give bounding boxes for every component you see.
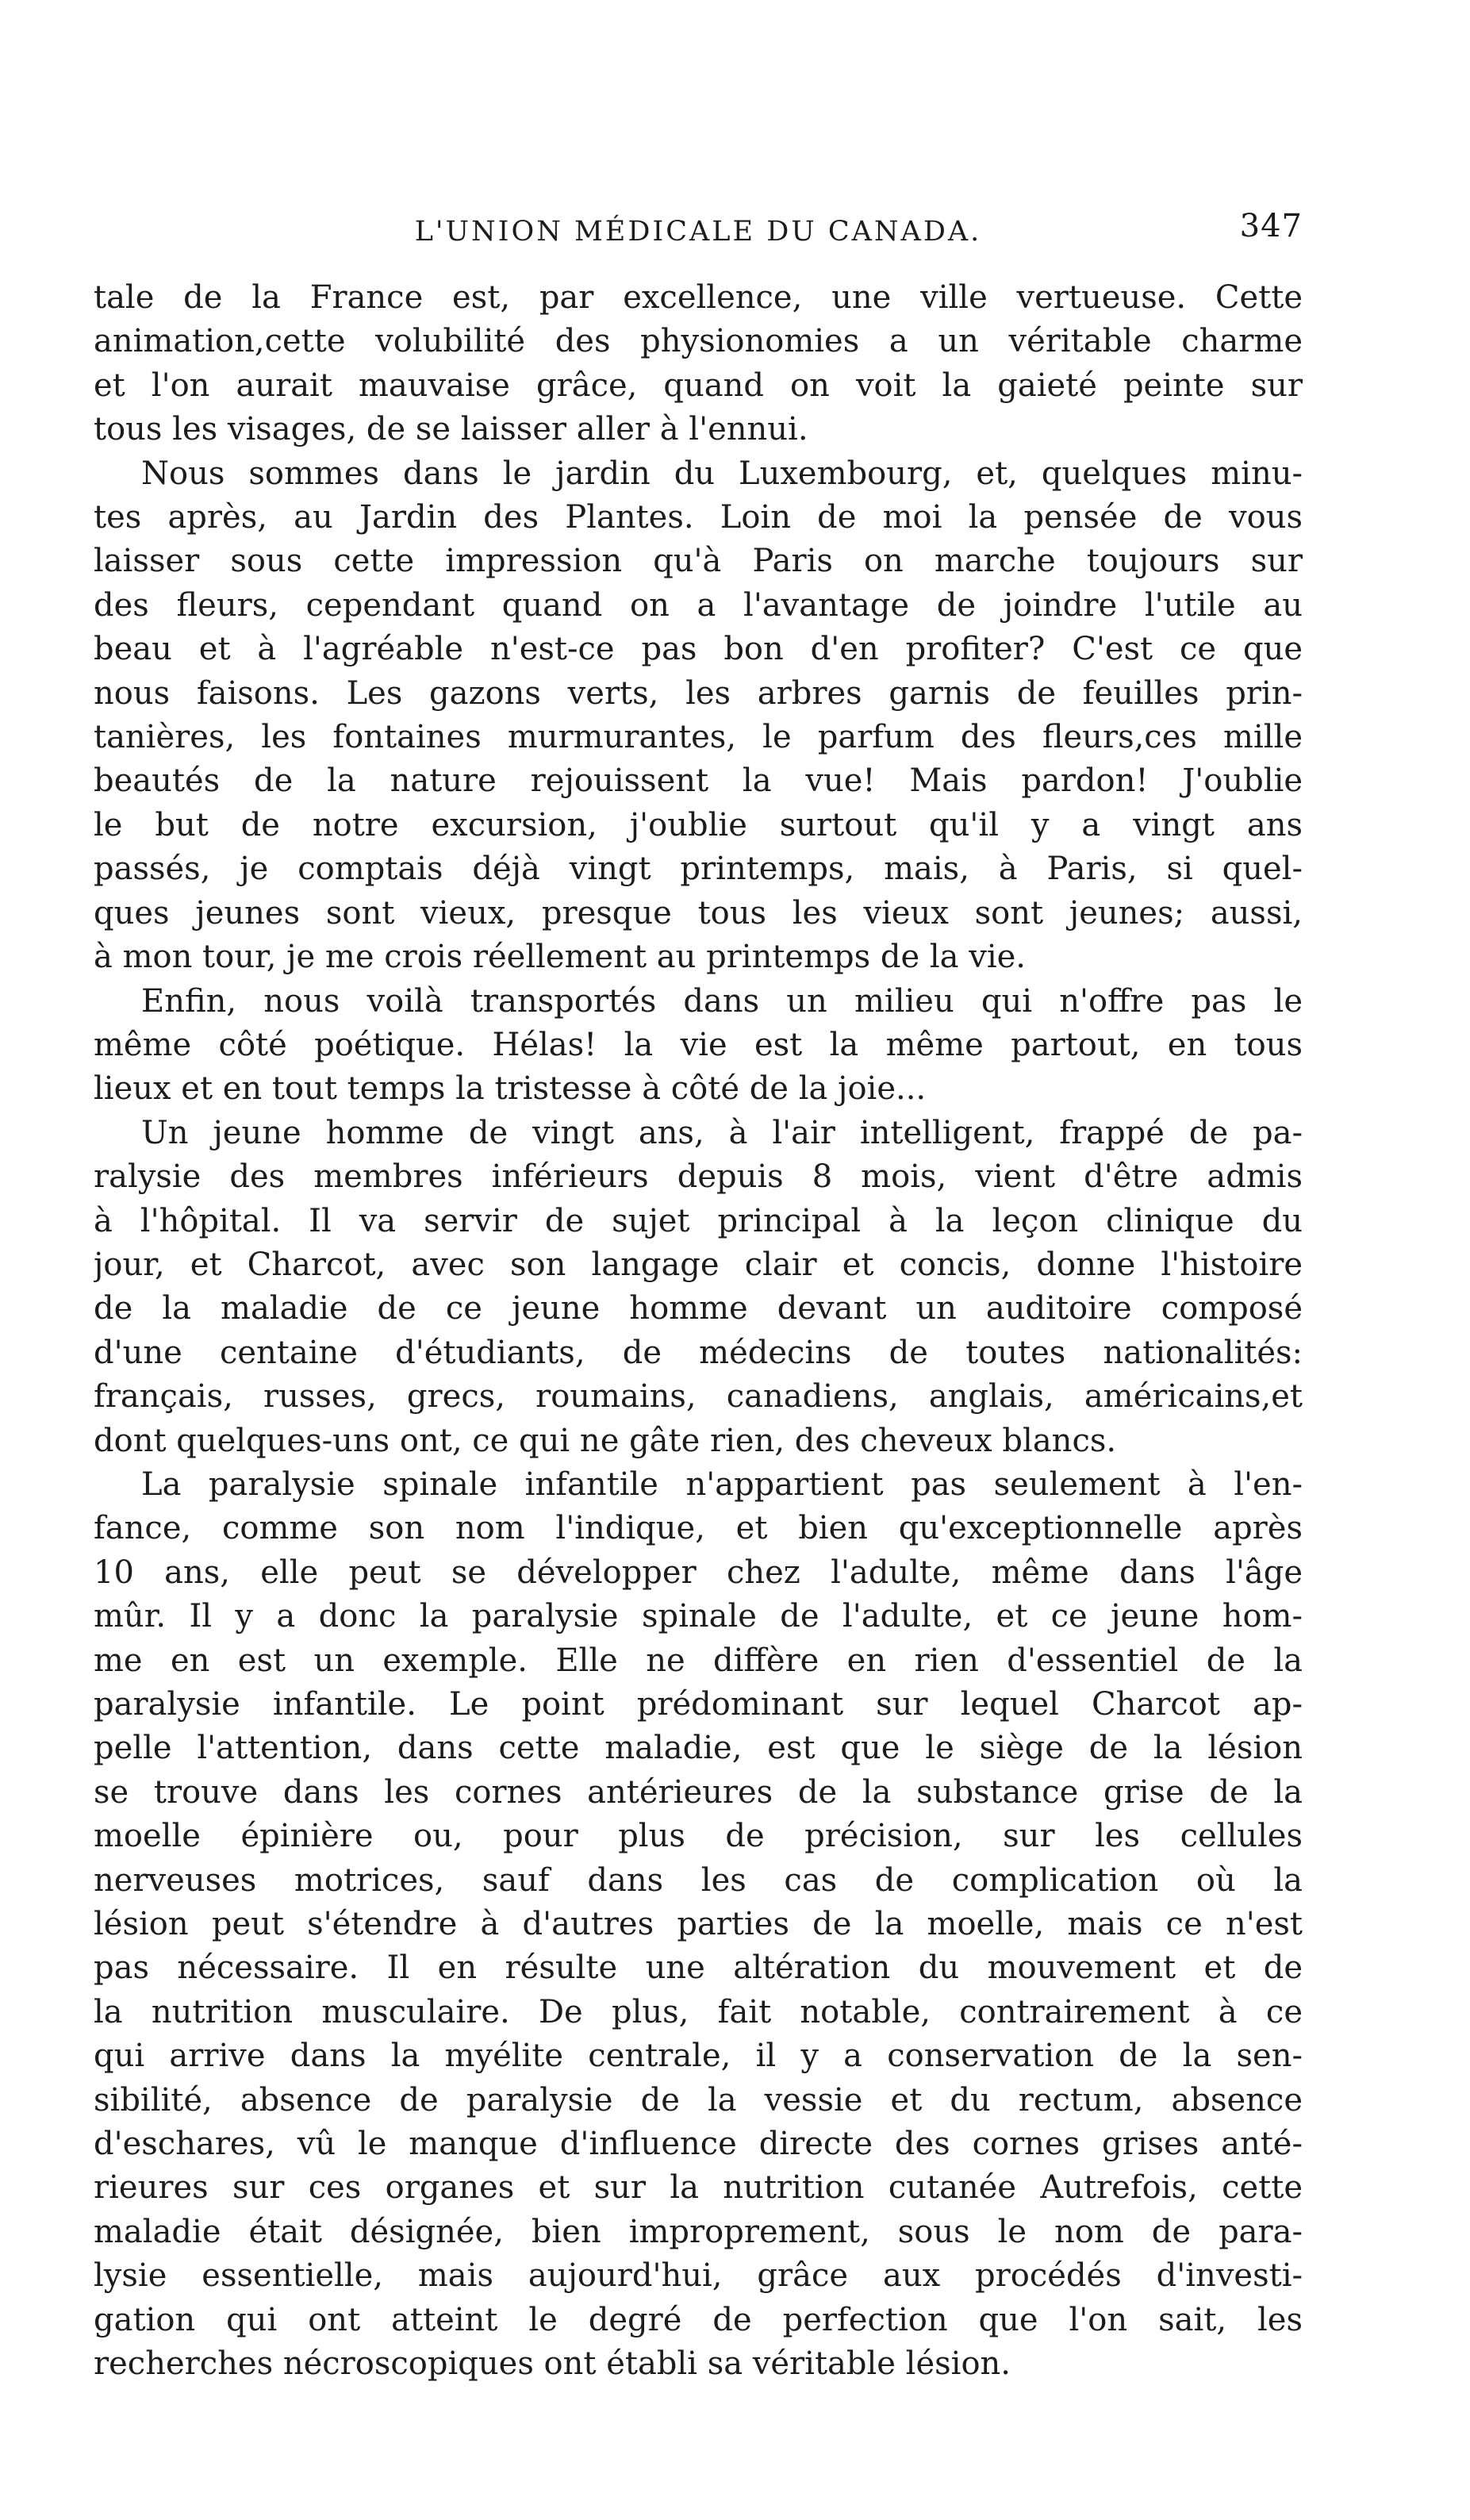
document-page [94, 208, 1303, 2387]
text-line: se trouve dans les cornes antérieures de la substance grise de la [94, 1773, 1303, 1811]
text-line: pelle l'attention, dans cette maladie, est que le siège de la lésion [94, 1730, 1303, 1767]
text-line: français, russes, grecs, roumains, canadiens, anglais, américains,et [94, 1378, 1303, 1416]
text-line: d'une centaine d'étudiants, de médecins de toutes nationalités: [94, 1334, 1303, 1371]
paragraph [94, 276, 1303, 452]
text-line: Enfin, nous voilà transportés dans un milieu qui n'offre pas le [141, 982, 1303, 1020]
text-line: qui arrive dans la myélite centrale, il y a conservation de la sen- [94, 2038, 1303, 2075]
text-line: jour, et Charcot, avec son langage clair et concis, donne l'histoire [94, 1246, 1303, 1283]
text-line: moelle épinière ou, pour plus de précision, sur les cellules [94, 1818, 1303, 1855]
text-line: rieures sur ces organes et sur la nutrition cutanée Autrefois, cette [94, 2169, 1303, 2207]
paragraph [94, 980, 1303, 1112]
text-line: à mon tour, je me crois réellement au printemps de la vie. [94, 939, 1026, 976]
text-line: ralysie des membres inférieurs depuis 8 mois, vient d'être admis [94, 1158, 1303, 1196]
text-line: La paralysie spinale infantile n'appartient pas seulement à l'en- [141, 1466, 1303, 1503]
text-line: beau et à l'agréable n'est-ce pas bon d'en profiter? C'est ce que [94, 631, 1303, 668]
text-line: sibilité, absence de paralysie de la vessie et du rectum, absence [94, 2081, 1303, 2119]
text-line: ques jeunes sont vieux, presque tous les vieux sont jeunes; aussi, [94, 894, 1303, 932]
text-line: Nous sommes dans le jardin du Luxembourg, et, quelques minu- [141, 455, 1303, 492]
text-line: animation,cette volubilité des physionomies a un véritable charme [94, 323, 1303, 360]
text-line: des fleurs, cependant quand on a l'avantage de joindre l'utile au [94, 586, 1303, 624]
text-line: lésion peut s'étendre à d'autres parties de la moelle, mais ce n'est [94, 1906, 1303, 1943]
text-line: recherches nécroscopiques ont établi sa véritable lésion. [94, 2345, 1011, 2383]
text-line: tes après, au Jardin des Plantes. Loin de moi la pensée de vous [94, 499, 1303, 536]
text-line: de la maladie de ce jeune homme devant un auditoire composé [94, 1290, 1303, 1327]
text-line: gation qui ont atteint le degré de perfection que l'on sait, les [94, 2301, 1303, 2338]
text-line: tanières, les fontaines murmurantes, le parfum des fleurs,ces mille [94, 719, 1303, 756]
text-line: tale de la France est, par excellence, une ville vertueuse. Cette [94, 279, 1303, 316]
text-line: et l'on aurait mauvaise grâce, quand on voit la gaieté peinte sur [94, 367, 1303, 404]
text-line: dont quelques-uns ont, ce qui ne gâte rien, des cheveux blancs. [94, 1422, 1117, 1459]
page-header [94, 208, 1303, 255]
paragraph [94, 1112, 1303, 1463]
text-line: 10 ans, elle peut se développer chez l'adulte, même dans l'âge [94, 1554, 1303, 1591]
text-line: fance, comme son nom l'indique, et bien qu'exceptionnelle après [94, 1510, 1303, 1547]
text-line: pas nécessaire. Il en résulte une altération du mouvement et de [94, 1950, 1303, 1987]
text-line: le but de notre excursion, j'oublie surtout qu'il y a vingt ans [94, 806, 1303, 843]
paragraph [94, 1463, 1303, 2387]
text-line: lieux et en tout temps la tristesse à côté de la joie... [94, 1070, 927, 1108]
page-number: 347 [1239, 208, 1303, 244]
text-line: la nutrition musculaire. De plus, fait notable, contrairement à ce [94, 1993, 1303, 2030]
text-line: d'eschares, vû le manque d'influence directe des cornes grises anté- [94, 2126, 1303, 2163]
text-line: lysie essentielle, mais aujourd'hui, grâce aux procédés d'investi- [94, 2257, 1303, 2295]
text-line: même côté poétique. Hélas! la vie est la même partout, en tous [94, 1026, 1303, 1063]
body-text [94, 276, 1303, 2387]
paragraph [94, 452, 1303, 980]
text-line: me en est un exemple. Elle ne diffère en rien d'essentiel de la [94, 1642, 1303, 1679]
text-line: nerveuses motrices, sauf dans les cas de complication où la [94, 1861, 1303, 1899]
text-line: paralysie infantile. Le point prédominant sur lequel Charcot ap- [94, 1686, 1303, 1723]
text-line: tous les visages, de se laisser aller à l'ennui. [94, 411, 808, 448]
text-line: beautés de la nature rejouissent la vue! Mais pardon! J'oublie [94, 763, 1303, 800]
text-line: maladie était désignée, bien improprement, sous le nom de para- [94, 2213, 1303, 2250]
text-line: laisser sous cette impression qu'à Paris on marche toujours sur [94, 543, 1303, 580]
text-line: nous faisons. Les gazons verts, les arbres garnis de feuilles prin- [94, 674, 1303, 712]
text-line: passés, je comptais déjà vingt printemps, mais, à Paris, si quel- [94, 851, 1303, 888]
text-line: mûr. Il y a donc la paralysie spinale de l'adulte, et ce jeune hom- [94, 1598, 1303, 1635]
text-line: Un jeune homme de vingt ans, à l'air intelligent, frappé de pa- [141, 1114, 1303, 1151]
text-line: à l'hôpital. Il va servir de sujet principal à la leçon clinique du [94, 1202, 1303, 1239]
running-title: L'UNION MÉDICALE DU CANADA. [414, 216, 982, 248]
